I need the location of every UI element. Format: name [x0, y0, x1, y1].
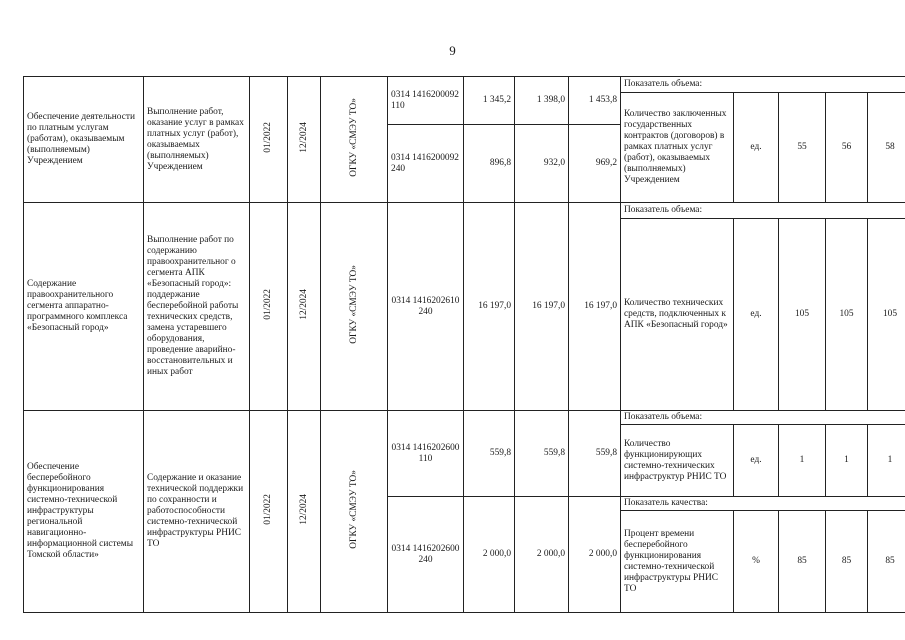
amount-2022-cell: 2 000,0 [464, 497, 515, 613]
indicator-header: Показатель объема: [621, 77, 905, 93]
indicator-2023-cell: 105 [826, 219, 868, 411]
amount-2023-cell: 16 197,0 [515, 203, 569, 411]
indicator-2023-cell: 85 [826, 511, 868, 613]
amount-2023-cell: 1 398,0 [515, 77, 569, 125]
indicator-header: Показатель качества: [621, 497, 905, 511]
start-date-cell: 01/2022 [250, 77, 288, 203]
budget-code-cell: 0314 1416200092 240 [388, 125, 464, 203]
indicator-unit-cell: ед. [734, 219, 779, 411]
end-date-cell: 12/2024 [288, 77, 321, 203]
indicator-2024-cell: 58 [868, 93, 905, 203]
page-number: 9 [449, 43, 456, 58]
start-date-cell: 01/2022 [250, 203, 288, 411]
action-cell: Выполнение работ, оказание услуг в рамках платных услуг (работ), оказываемых (выполняемых) Учреждением [144, 77, 250, 203]
indicator-2024-cell: 85 [868, 511, 905, 613]
event-cell: Обеспечение бесперебойного функционирования системно-технической инфраструктуры региональной навигационно-информационной системы Томской области» [24, 411, 144, 613]
amount-2022-cell: 1 345,2 [464, 77, 515, 125]
table-row [24, 77, 905, 93]
amount-2023-cell: 559,8 [515, 411, 569, 497]
amount-2024-cell: 2 000,0 [569, 497, 621, 613]
indicator-2023-cell: 56 [826, 93, 868, 203]
indicator-name-cell: Количество заключенных государственных контрактов (договоров) в рамках платных услуг (работ), оказываемых (выполняемых) Учреждением [621, 93, 734, 203]
indicator-header: Показатель объема: [621, 203, 905, 219]
indicator-unit-cell: ед. [734, 425, 779, 497]
indicator-2022-cell: 1 [779, 425, 826, 497]
action-cell: Содержание и оказание технической поддержки по сохранности и работоспособности системно-технической инфраструктуры РНИС ТО [144, 411, 250, 613]
indicator-name-cell: Количество технических средств, подключенных к АПК «Безопасный город» [621, 219, 734, 411]
amount-2024-cell: 1 453,8 [569, 77, 621, 125]
action-cell: Выполнение работ по содержанию правоохранительног о сегмента АПК «Безопасный город»: поддержание бесперебойной работы технических средств, замена устаревшего оборудования, проведение аварийно-восстановительных и иных работ [144, 203, 250, 411]
budget-code-cell: 0314 1416200092 110 [388, 77, 464, 125]
amount-2024-cell: 559,8 [569, 411, 621, 497]
indicator-2024-cell: 1 [868, 425, 905, 497]
budget-code-cell: 0314 1416202600 240 [388, 497, 464, 613]
budget-code-cell: 0314 1416202600 110 [388, 411, 464, 497]
end-date-cell: 12/2024 [288, 203, 321, 411]
amount-2023-cell: 932,0 [515, 125, 569, 203]
amount-2022-cell: 16 197,0 [464, 203, 515, 411]
executor-cell: ОГКУ «СМЭУ ТО» [321, 203, 388, 411]
indicator-2022-cell: 55 [779, 93, 826, 203]
executor-cell: ОГКУ «СМЭУ ТО» [321, 411, 388, 613]
end-date-cell: 12/2024 [288, 411, 321, 613]
indicator-name-cell: Количество функционирующих системно-технических инфраструктур РНИС ТО [621, 425, 734, 497]
indicator-2023-cell: 1 [826, 425, 868, 497]
table-row [24, 203, 905, 219]
amount-2024-cell: 969,2 [569, 125, 621, 203]
start-date-cell: 01/2022 [250, 411, 288, 613]
amount-2024-cell: 16 197,0 [569, 203, 621, 411]
indicator-header: Показатель объема: [621, 411, 905, 425]
indicator-name-cell: Процент времени бесперебойного функционирования системно-технической инфраструктуры РНИС ТО [621, 511, 734, 613]
budget-code-cell: 0314 1416202610 240 [388, 203, 464, 411]
amount-2022-cell: 559,8 [464, 411, 515, 497]
indicator-unit-cell: % [734, 511, 779, 613]
table-row [24, 411, 905, 425]
indicator-2022-cell: 85 [779, 511, 826, 613]
event-cell: Содержание правоохранительного сегмента аппаратно-программного комплекса «Безопасный город» [24, 203, 144, 411]
executor-cell: ОГКУ «СМЭУ ТО» [321, 77, 388, 203]
indicator-2024-cell: 105 [868, 219, 905, 411]
amount-2023-cell: 2 000,0 [515, 497, 569, 613]
indicator-unit-cell: ед. [734, 93, 779, 203]
indicator-2022-cell: 105 [779, 219, 826, 411]
amount-2022-cell: 896,8 [464, 125, 515, 203]
event-cell: Обеспечение деятельности по платным услугам (работам), оказываемым (выполняемым) Учреждением [24, 77, 144, 203]
program-table [23, 76, 905, 613]
